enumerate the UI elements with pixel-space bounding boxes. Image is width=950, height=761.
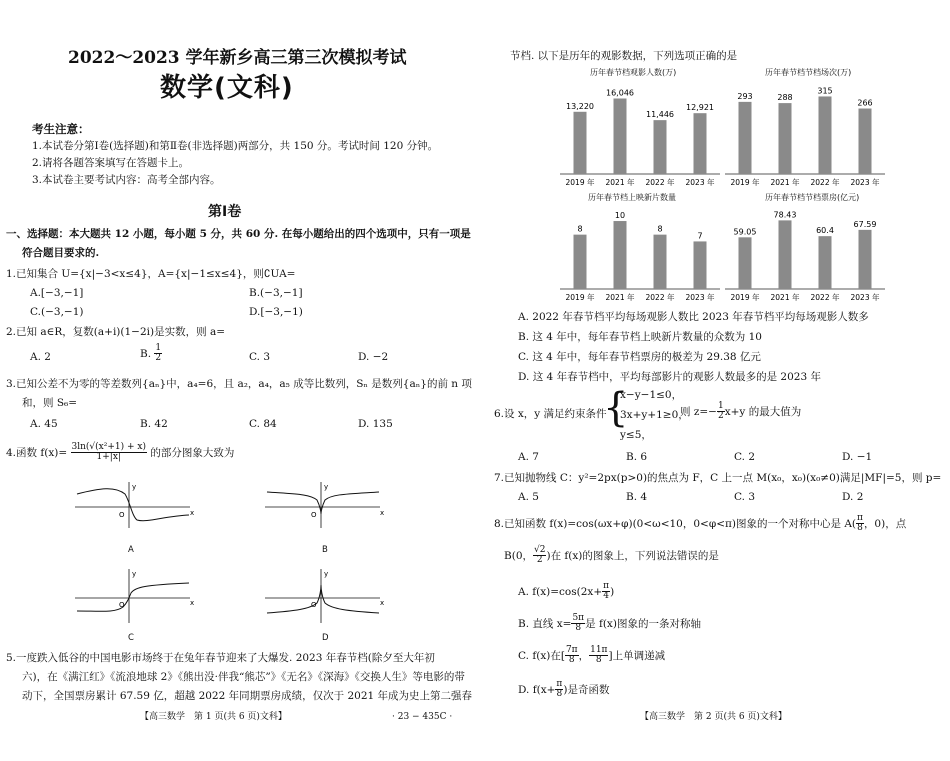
chart1-bar-4: [694, 113, 707, 174]
q3-option-b: B. 42: [140, 418, 168, 430]
chart3-value-label-1: 8: [577, 224, 583, 234]
q6-brace: {: [603, 385, 629, 431]
q2-option-c: C. 3: [249, 351, 271, 363]
q4-function-fraction: $\frac{\text{3ln(√(x²+1) + x)}}{1+|x|}$: [71, 442, 146, 463]
q4-graph-c-curve: [77, 583, 189, 611]
notice-heading: 考生注意：: [32, 122, 90, 136]
q4-graph-d-y-label: y: [324, 570, 329, 578]
chart1-value-label-4: 12,921: [686, 103, 714, 113]
chart2-bar-4: [859, 109, 872, 174]
notice-item-2: 2.请将各题答案填写在答题卡上。: [32, 157, 190, 169]
q4-graph-c: [75, 567, 195, 625]
q8-option-c: C. f(x)在[ $\frac{7\pi}{8}$ ， $\frac{11\pi}{8}$ ]上单调递减: [518, 645, 666, 666]
q7-option-a: A. 5: [518, 491, 539, 503]
q4-graph-b-x-label: x: [380, 509, 385, 517]
q4-graph-a-x-label: x: [190, 509, 195, 517]
q4-label-c: C: [128, 633, 134, 643]
q5-option-d: D. 这 4 年春节档中，平均每部影片的观影人数最多的是 2023 年: [518, 371, 821, 383]
q5-stem-3: 动下，全国票房累计 67.59 亿，超越 2022 年同期票房成绩，仅次于 2021 年成为史上第二强春: [22, 690, 473, 702]
chart4-title: 历年春节档节档票房(亿元): [765, 193, 860, 202]
q1-option-d: D.[−3,−1): [249, 306, 303, 318]
q8-b-fraction: $\frac{√2}{2}$: [534, 545, 546, 566]
chart4-tick-label-2: 2021 年: [770, 293, 800, 302]
q7-stem: 7.已知抛物线 C：y²=2px(p>0)的焦点为 F，C 上一点 M(x₀，x₀)(x₀≠0)满足|MF|=5，则 p=: [494, 472, 942, 484]
chart3-value-label-3: 8: [657, 224, 663, 234]
q4-label-d: D: [322, 633, 329, 643]
q8-option-a: A. f(x)=cos(2x+ $\frac{\pi}{4}$ ): [518, 581, 615, 602]
chart1-title: 历年春节档观影人数(万): [590, 68, 677, 77]
q5-stem-2: 六)，在《满江红》《流浪地球 2》《熊出没·伴我“熊芯”》《无名》《深海》《交换人生》等电影的带: [22, 671, 465, 683]
chart2-tick-label-2: 2021 年: [770, 178, 800, 187]
chart1-tick-label-2: 2021 年: [605, 178, 635, 187]
chart3-title: 历年春节档上映新片数量: [588, 193, 676, 202]
chart2-tick-label-4: 2023 年: [850, 178, 880, 187]
chart3-bar-4: [694, 241, 707, 289]
q1-option-c: C.(−3,−1): [30, 306, 84, 318]
q8-option-d: D. f(x+ $\frac{\pi}{8}$ )是奇函数: [518, 679, 610, 700]
footer-right: 【高三数学 第 2 页(共 6 页)文科】: [640, 712, 787, 722]
q4-graph-d: [265, 567, 385, 625]
q6-constraint-2: 3x+y+1≥0，: [620, 409, 689, 421]
q2-option-b-fraction: $\frac{1}{2}$: [155, 343, 162, 364]
q4-graph-d-origin: O: [311, 601, 317, 609]
q4-graph-b: [265, 480, 385, 530]
chart3-bar-1: [574, 235, 587, 289]
q6-option-b: B. 6: [626, 451, 648, 463]
q3-stem-2: 和，则 S₆=: [22, 397, 78, 409]
chart2-value-label-3: 315: [817, 86, 833, 96]
q8-option-b: B. 直线 x= $\frac{5\pi}{8}$ 是 f(x)图象的一条对称轴: [518, 613, 701, 634]
q2-option-b: B. $\frac{1}{2}$: [140, 343, 162, 364]
notice-item-3: 3.本试卷主要考试内容：高考全部内容。: [32, 174, 221, 186]
q4-graph-d-curve: [267, 585, 379, 613]
chart2-screenings: [725, 80, 885, 190]
q3-stem-1: 3.已知公差不为零的等差数列{aₙ}中，a₄=6，且 a₂，a₄，a₅ 成等比数列，Sₙ 是数列{aₙ}的前 n 项: [6, 378, 472, 390]
chart1-bar-2: [614, 98, 627, 174]
footer-code: · 23 − 435C ·: [392, 712, 453, 722]
q4-graph-a-y-label: y: [132, 483, 137, 491]
q4-graph-b-curve: [267, 492, 379, 514]
chart1-tick-label-1: 2019 年: [565, 178, 595, 187]
q4-graph-d-x-label: x: [380, 599, 385, 607]
chart4-tick-label-3: 2022 年: [810, 293, 840, 302]
chart4-bar-2: [779, 220, 792, 289]
q6-option-c: C. 2: [734, 451, 756, 463]
q3-option-c: C. 84: [249, 418, 277, 430]
chart2-value-label-1: 293: [737, 91, 753, 101]
q5-option-a: A. 2022 年春节档平均每场观影人数比 2023 年春节档平均每场观影人数多: [518, 311, 869, 323]
q4-graph-a-origin: O: [119, 511, 125, 519]
chart4-box-office: [725, 205, 885, 305]
chart1-visitors: [560, 80, 720, 190]
exam-title: 2022～2023 学年新乡高三第三次模拟考试: [68, 48, 407, 68]
chart4-bar-4: [859, 230, 872, 289]
chart1-tick-label-4: 2023 年: [685, 178, 715, 187]
q4-graph-c-origin: O: [119, 601, 125, 609]
chart2-tick-label-1: 2019 年: [730, 178, 760, 187]
q2-option-d: D. −2: [358, 351, 389, 363]
chart1-value-label-1: 13,220: [566, 101, 594, 111]
notice-item-1: 1.本试卷分第Ⅰ卷(选择题)和第Ⅱ卷(非选择题)两部分，共 150 分。考试时间 120 分钟。: [32, 140, 439, 152]
chart2-title: 历年春节档节档场次(万): [765, 68, 852, 77]
chart3-bar-2: [614, 221, 627, 289]
chart1-value-label-2: 16,046: [606, 88, 634, 98]
q4-graph-b-y-label: y: [324, 483, 329, 491]
q5-stem-4: 节档. 以下是历年的观影数据，下列选项正确的是: [510, 50, 738, 62]
q7-option-c: C. 3: [734, 491, 756, 503]
q5-option-b: B. 这 4 年中，每年春节档上映新片数量的众数为 10: [518, 331, 762, 343]
q4-stem: 4.函数 f(x)= $\frac{\text{3ln(√(x²+1) + x)}}{1+|x|}$ 的部分图象大致为: [6, 442, 235, 463]
chart2-bar-1: [739, 102, 752, 174]
q6-stem-prefix: 6.设 x，y 满足约束条件: [494, 408, 607, 420]
chart1-value-label-3: 11,446: [646, 110, 674, 120]
chart2-value-label-4: 266: [857, 98, 873, 108]
chart3-tick-label-4: 2023 年: [685, 293, 715, 302]
q1-option-a: A.[−3,−1]: [30, 287, 84, 299]
chart4-value-label-1: 59.05: [733, 227, 757, 237]
chart3-value-label-4: 7: [697, 231, 703, 241]
q8-stem-2: B(0， $\frac{√2}{2}$ )在 f(x)的图象上，下列说法错误的是: [504, 545, 719, 566]
part1-intro-1: 一、选择题：本大题共 12 小题，每小题 5 分，共 60 分. 在每小题给出的四个选项中，只有一项是: [6, 228, 471, 240]
q4-graph-a: [75, 480, 195, 530]
q6-option-d: D. −1: [842, 451, 873, 463]
q8-a-fraction: $\frac{\pi}{8}$: [857, 513, 863, 534]
chart4-value-label-3: 60.4: [816, 226, 834, 236]
q6-option-a: A. 7: [518, 451, 539, 463]
chart3-tick-label-3: 2022 年: [645, 293, 675, 302]
chart1-bar-1: [574, 112, 587, 174]
chart3-tick-label-1: 2019 年: [565, 293, 595, 302]
q2-option-a: A. 2: [30, 351, 51, 363]
chart4-value-label-4: 67.59: [853, 219, 877, 229]
q7-option-b: B. 4: [626, 491, 648, 503]
q4-graph-c-y-label: y: [132, 570, 137, 578]
q6-constraint-3: y≤5，: [620, 429, 652, 441]
q3-option-a: A. 45: [30, 418, 58, 430]
q6-objective: 则 z=− $\frac{1}{2}$ x+y 的最大值为: [680, 401, 802, 422]
chart2-bar-3: [819, 96, 832, 174]
chart3-new-films: [560, 205, 720, 305]
part1-intro-2: 符合题目要求的.: [22, 247, 100, 259]
q4-graph-c-x-label: x: [190, 599, 195, 607]
q7-option-d: D. 2: [842, 491, 864, 503]
q5-option-c: C. 这 4 年中，每年春节档票房的极差为 29.38 亿元: [518, 351, 761, 363]
chart2-bar-2: [779, 103, 792, 174]
chart3-value-label-2: 10: [614, 211, 626, 221]
q1-stem: 1.已知集合 U={x|−3<x≤4}，A={x|−1≤x≤4}，则∁UA=: [6, 268, 296, 280]
chart1-bar-3: [654, 120, 667, 174]
chart3-bar-3: [654, 235, 667, 289]
chart2-tick-label-3: 2022 年: [810, 178, 840, 187]
q3-option-d: D. 135: [358, 418, 393, 430]
chart4-bar-3: [819, 236, 832, 289]
q5-stem-1: 5.一度跌入低谷的中国电影市场终于在兔年春节迎来了大爆发. 2023 年春节档(除夕至大年初: [6, 652, 435, 664]
chart2-value-label-2: 288: [777, 93, 793, 103]
q4-graph-a-curve: [77, 489, 189, 521]
q4-label-a: A: [128, 545, 134, 555]
q6-fraction: $\frac{1}{2}$: [717, 401, 724, 422]
q1-option-b: B.(−3,−1]: [249, 287, 303, 299]
footer-left: 【高三数学 第 1 页(共 6 页)文科】: [140, 712, 287, 722]
q6-constraint-1: x−y−1≤0，: [620, 389, 683, 401]
chart4-tick-label-1: 2019 年: [730, 293, 760, 302]
chart4-value-label-2: 78.43: [773, 210, 797, 220]
chart3-tick-label-2: 2021 年: [605, 293, 635, 302]
q2-stem: 2.已知 a∈R，复数(a+i)(1−2i)是实数，则 a=: [6, 326, 226, 338]
q4-graph-b-origin: O: [311, 511, 317, 519]
chart4-bar-1: [739, 237, 752, 289]
chart1-tick-label-3: 2022 年: [645, 178, 675, 187]
exam-subject: 数学(文科): [160, 73, 294, 103]
q8-stem-1: 8.已知函数 f(x)=cos(ωx+φ)(0<ω<10，0<φ<π)图象的一个对称中心是 A( $\frac{\pi}{8}$ ，0)，点: [494, 513, 907, 534]
chart4-tick-label-4: 2023 年: [850, 293, 880, 302]
part1-heading: 第Ⅰ卷: [208, 204, 242, 220]
q4-label-b: B: [322, 545, 328, 555]
